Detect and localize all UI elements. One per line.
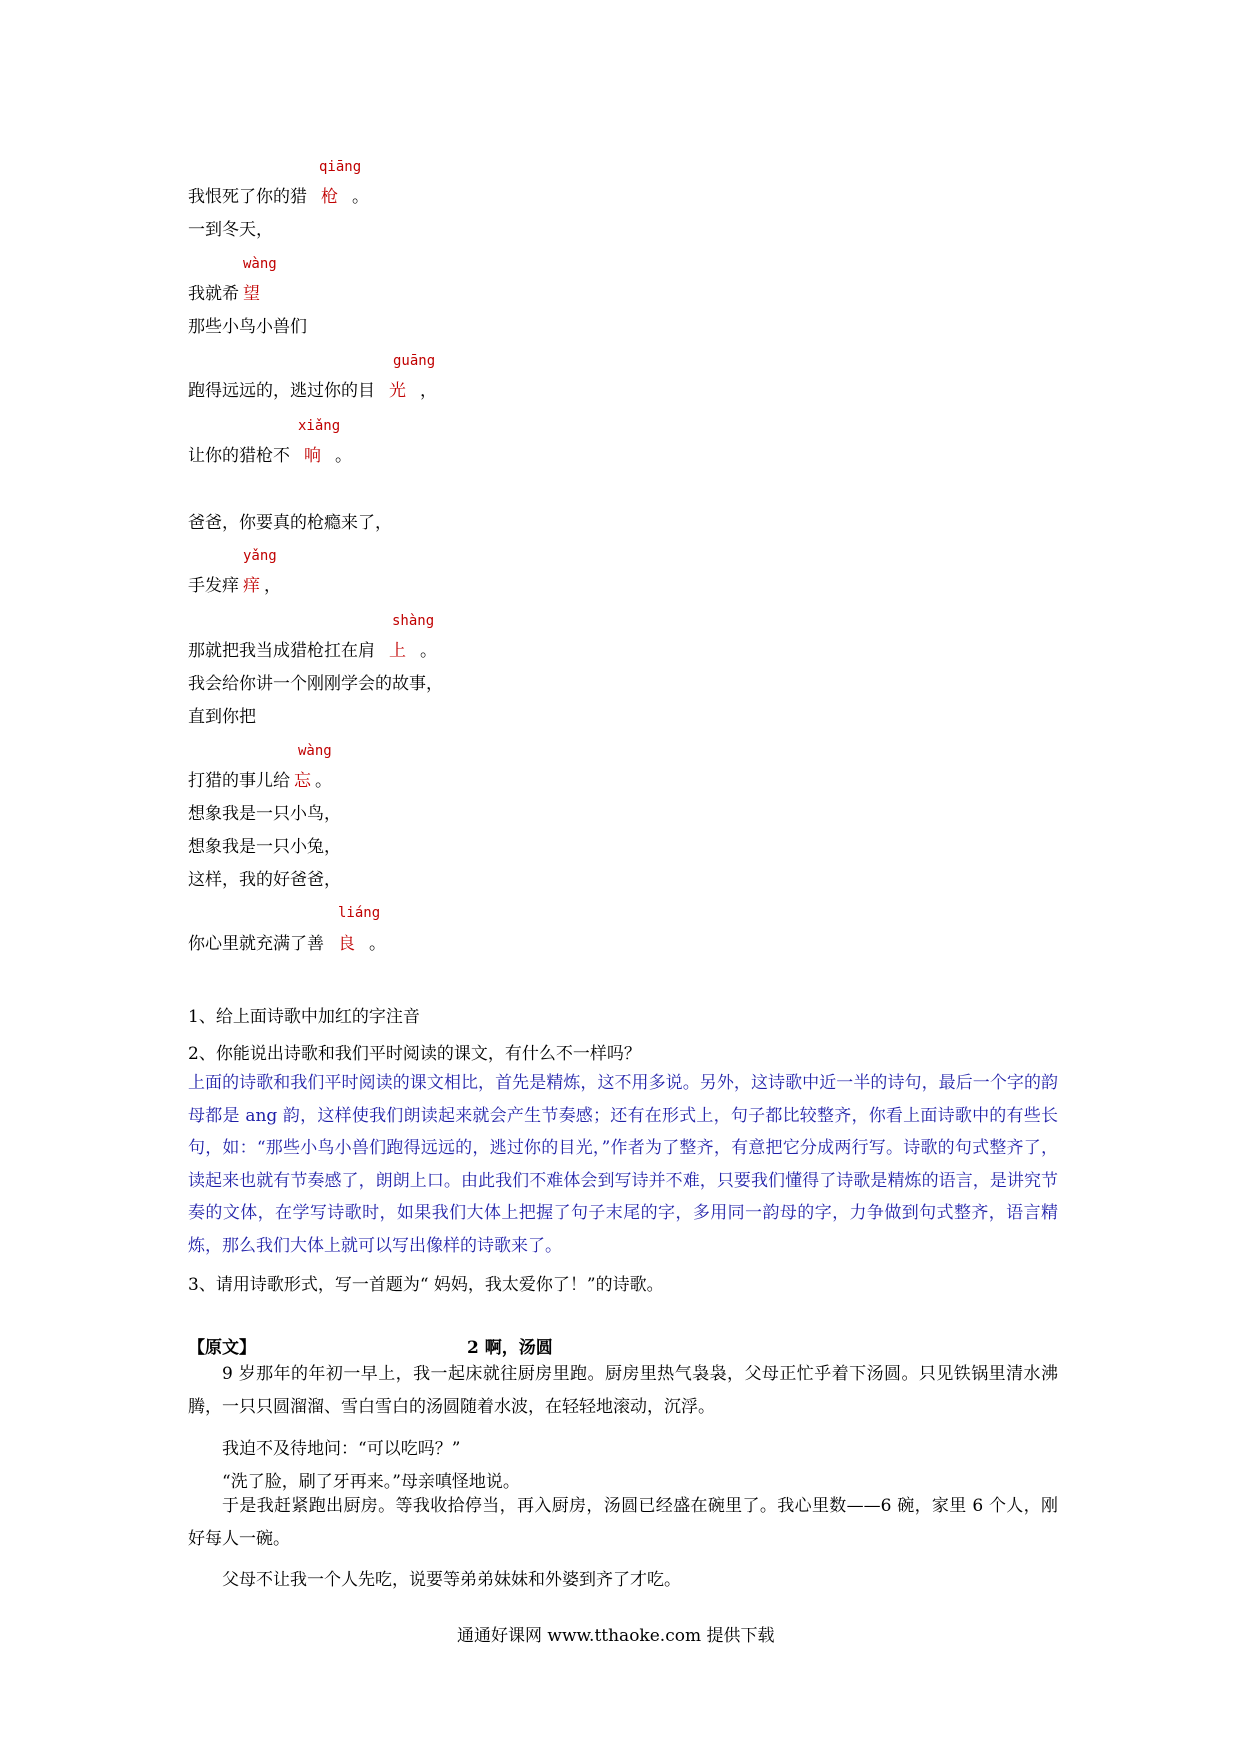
poem-line-8: 手发痒 痒 ， <box>188 576 281 596</box>
pinyin-3: wàng <box>243 256 277 272</box>
poem-line-15: 这样，我的好爸爸， <box>188 870 341 890</box>
pinyin-16: liáng <box>338 905 381 921</box>
poem-line-16: 你心里就充满了善 良 。 <box>188 934 386 954</box>
pinyin-5: guāng <box>393 353 436 369</box>
red-char: 痒 <box>243 576 260 596</box>
page-footer: 通通好课网 www.tthaoke.com 提供下载 <box>457 1626 775 1646</box>
poem-line-2: 一到冬天， <box>188 220 273 240</box>
poem-line-13: 想象我是一只小鸟， <box>188 804 341 824</box>
passage-paragraph-3: “洗了脸，刷了牙再来。”母亲嗔怪地说。 <box>222 1472 520 1492</box>
passage-title: 2 啊，汤圆 <box>467 1338 553 1358</box>
poem-line-6: 让你的猎枪不 响 。 <box>188 446 352 466</box>
poem-line-7: 爸爸，你要真的枪瘾来了， <box>188 513 392 533</box>
question-1: 1、给上面诗歌中加红的字注音 <box>188 1007 420 1027</box>
pinyin-6: xiǎng <box>298 418 341 434</box>
poem-line-1: 我恨死了你的猎 枪 。 <box>188 187 369 207</box>
red-char: 良 <box>338 934 355 954</box>
passage-label: 【原文】 <box>188 1338 256 1358</box>
poem-line-5: 跑得远远的，逃过你的目 光 ， <box>188 381 437 401</box>
red-char: 忘 <box>294 771 311 791</box>
red-char: 枪 <box>321 187 338 207</box>
poem-line-10: 我会给你讲一个刚刚学会的故事， <box>188 674 443 694</box>
pinyin-12: wàng <box>298 743 332 759</box>
answer-2: 上面的诗歌和我们平时阅读的课文相比，首先是精炼，这不用多说。另外，这诗歌中近一半的诗句，最后一个字的韵母都是 ang 韵，这样使我们朗读起来就会产生节奏感；还有在形式上，句子都比较整齐，你看上面诗歌中的有些长句，如：“那些小鸟小兽们跑得远远的，逃过你的目光，”作者为了整齐，有意把它分成两行写。诗歌的句式整齐了，读起来也就有节奏感了，朗朗上口。由此我们不难体会到写诗并不难，只要我们懂得了诗歌是精炼的语言，是讲究节奏的文体，在学写诗歌时，如果我们大体上把握了句子末尾的字，多用同一韵母的字，力争做到句式整齐，语言精炼，那么我们大体上就可以写出像样的诗歌来了。 <box>188 1073 1058 1256</box>
red-char: 望 <box>243 284 260 304</box>
poem-line-11: 直到你把 <box>188 707 256 727</box>
pinyin-1: qiāng <box>319 159 362 175</box>
red-char: 光 <box>389 381 406 401</box>
passage-paragraph-4: 于是我赶紧跑出厨房。等我收拾停当，再入厨房，汤圆已经盛在碗里了。我心里数——6 碗，家里 6 个人，刚好每人一碗。 <box>188 1496 1058 1549</box>
poem-line-9: 那就把我当成猎枪扛在肩 上 。 <box>188 641 437 661</box>
poem-line-14: 想象我是一只小兔， <box>188 837 341 857</box>
poem-line-4: 那些小鸟小兽们 <box>188 317 307 337</box>
poem-line-12: 打猎的事儿给 忘 。 <box>188 771 332 791</box>
pinyin-8: yǎng <box>243 548 277 564</box>
question-2: 2、你能说出诗歌和我们平时阅读的课文，有什么不一样吗？ <box>188 1044 641 1064</box>
red-char: 上 <box>389 641 406 661</box>
passage-paragraph-5: 父母不让我一个人先吃，说要等弟弟妹妹和外婆到齐了才吃。 <box>222 1570 681 1590</box>
red-char: 响 <box>304 446 321 466</box>
poem-line-3: 我就希 望 <box>188 284 260 304</box>
passage-paragraph-2: 我迫不及待地问：“可以吃吗？” <box>222 1439 461 1459</box>
poem-text: 我恨死了你的猎 <box>188 187 307 207</box>
pinyin-9: shàng <box>392 613 435 629</box>
question-3: 3、请用诗歌形式，写一首题为“ 妈妈，我太爱你了！”的诗歌。 <box>188 1275 664 1295</box>
passage-paragraph-1: 9 岁那年的年初一早上，我一起床就往厨房里跑。厨房里热气袅袅，父母正忙乎着下汤圆。只见铁锅里清水沸腾，一只只圆溜溜、雪白雪白的汤圆随着水波，在轻轻地滚动，沉浮。 <box>188 1364 1058 1417</box>
